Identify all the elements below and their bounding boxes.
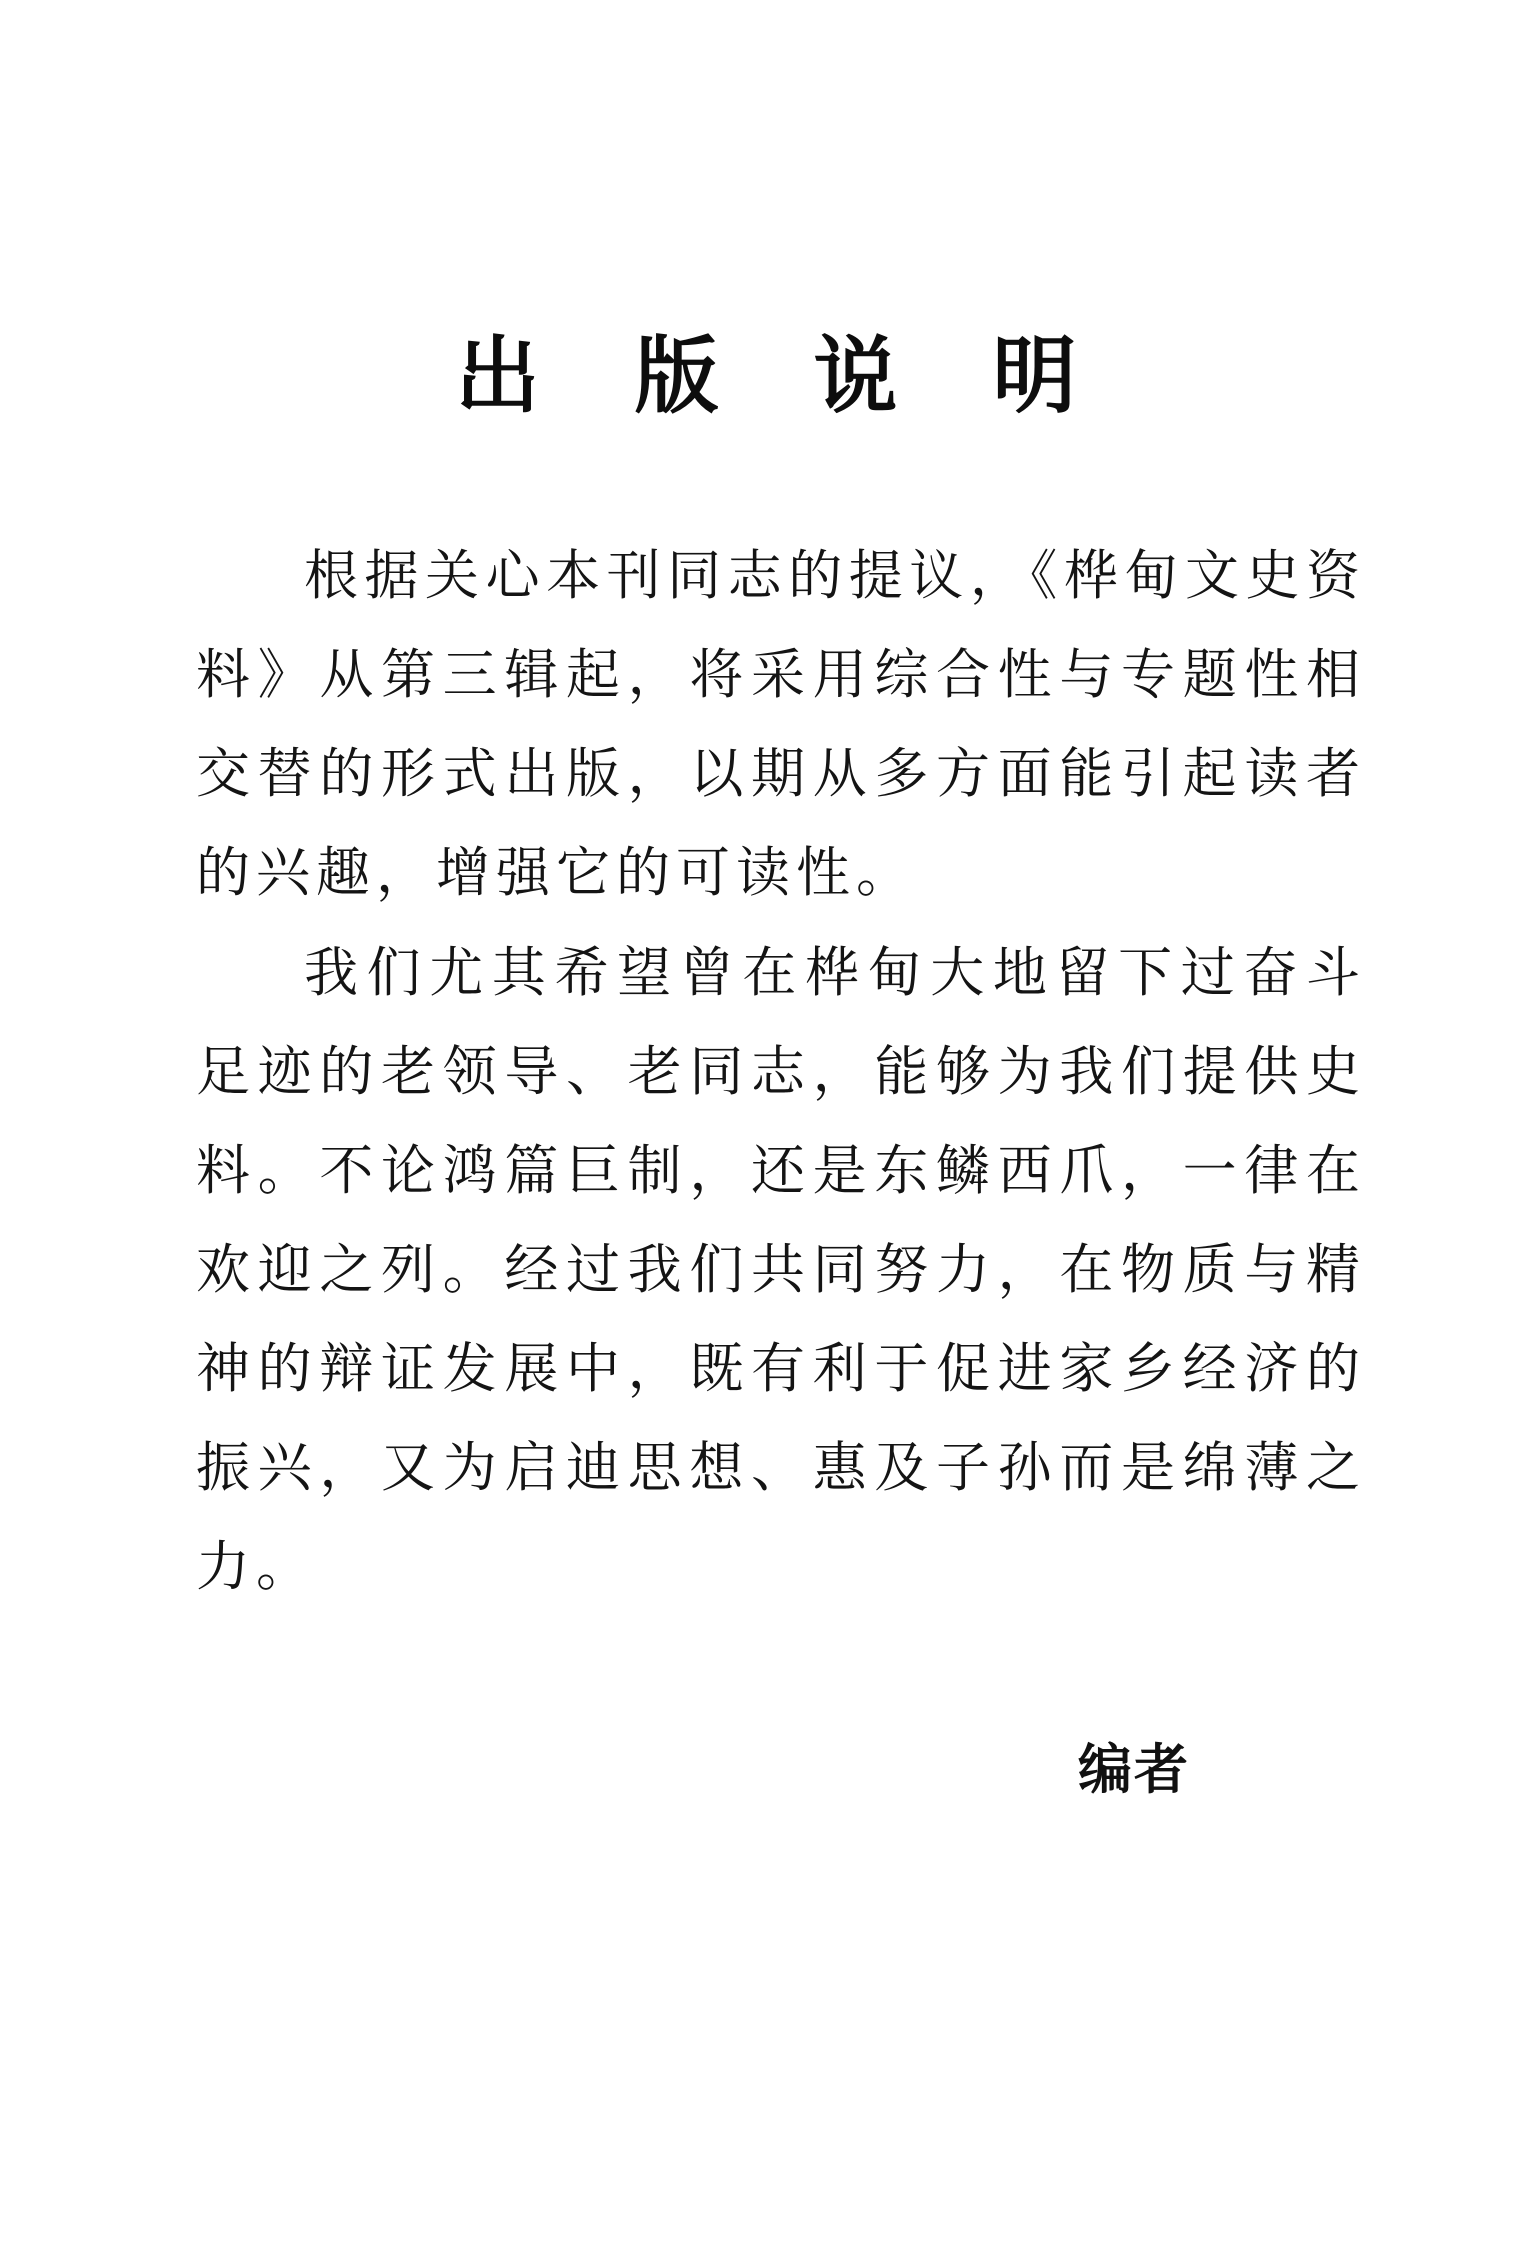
body-text bbox=[196, 526, 1366, 1616]
page-title: 出版说明 bbox=[455, 327, 1172, 426]
paragraph-2: 我们尤其希望曾在桦甸大地留下过奋斗足迹的老领导、老同志，能够为我们提供史料。不论鸿篇巨制，还是东鳞西爪，一律在欢迎之列。经过我们共同努力，在物质与精神的辩证发展中，既有利于促进家乡经济的振兴，又为启迪思想、惠及子孙而是绵薄之力。 bbox=[196, 941, 1366, 1598]
signature: 编者 bbox=[1078, 1738, 1190, 1801]
paragraph-1: 根据关心本刊同志的提议，《桦甸文史资料》从第三辑起，将采用综合性与专题性相交替的形式出版，以期从多方面能引起读者的兴趣，增强它的可读性。 bbox=[196, 544, 1366, 904]
